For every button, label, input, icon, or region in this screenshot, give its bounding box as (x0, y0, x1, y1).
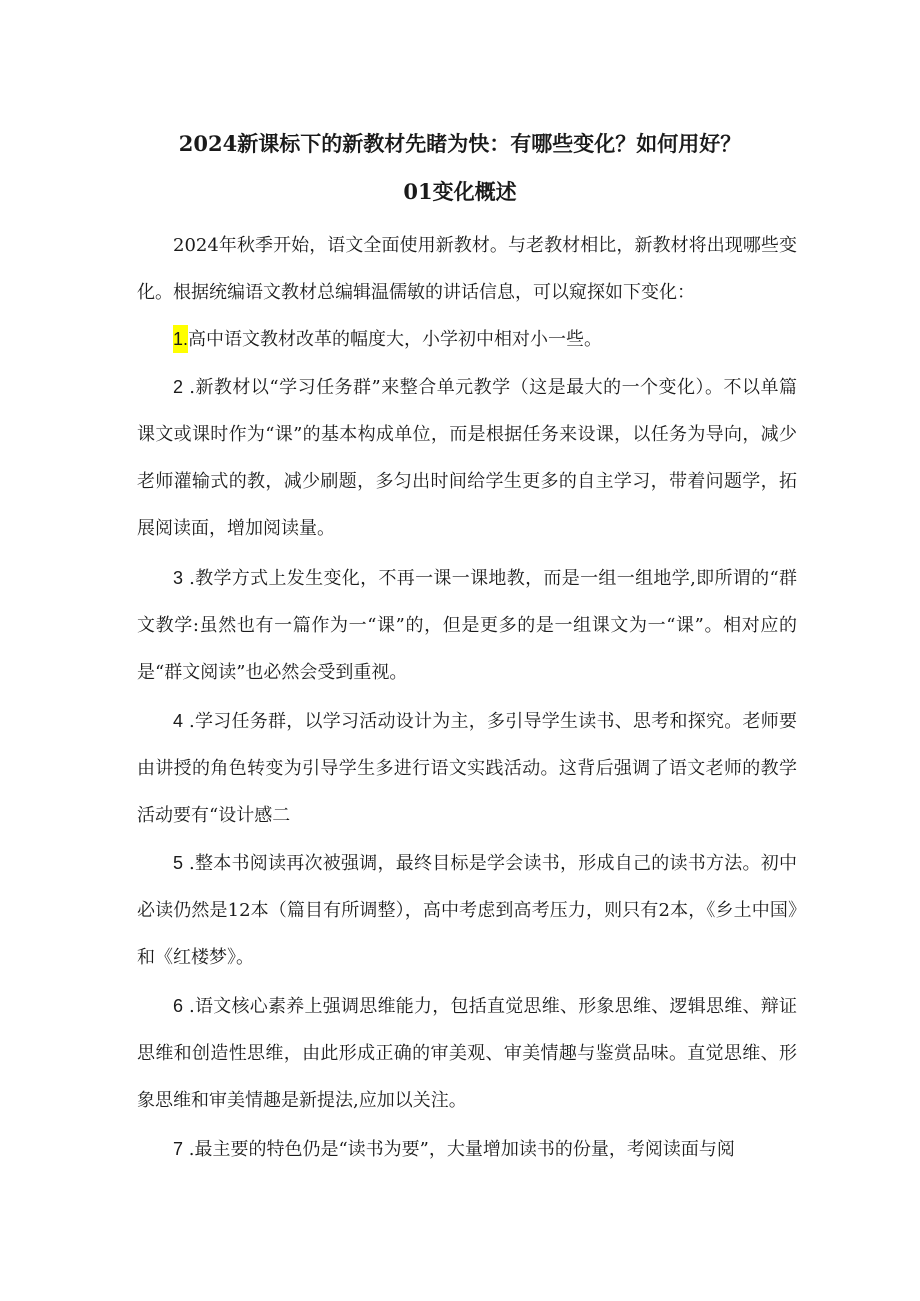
item-text: 高中语文教材改革的幅度大，小学初中相对小一些。 (188, 329, 603, 350)
item-number: 6 (173, 996, 184, 1016)
item-number: 2 (173, 377, 184, 397)
list-item-2 (137, 364, 797, 552)
list-item-3 (137, 555, 797, 696)
item-text: .整本书阅读再次被强调，最终目标是学会读书，形成自己的读书方法。初中必读仍然是12本（篇目有所调整），高中考虑到高考压力，则只有2本，《乡土中国》和《红楼梦》。 (137, 853, 797, 968)
item-text: .新教材以“学习任务群”来整合单元教学（这是最大的一个变化）。不以单篇课文或课时作为“课”的基本构成单位，而是根据任务来设课，以任务为导向，减少老师灌输式的教，减少刷题，多匀出时间给学生更多的自主学习，带着问题学，拓展阅读面，增加阅读量。 (137, 377, 797, 539)
intro-paragraph: 2024年秋季开始，语文全面使用新教材。与老教材相比，新教材将出现哪些变化。根据统编语文教材总编辑温儒敏的讲话信息，可以窥探如下变化： (137, 235, 797, 303)
item-text: .学习任务群，以学习活动设计为主，多引导学生读书、思考和探究。老师要由讲授的角色转变为引导学生多进行语文实践活动。这背后强调了语文老师的教学活动要有“设计感二 (137, 711, 797, 826)
document-title: 2024新课标下的新教材先睹为快：有哪些变化？如何用好？ (178, 131, 742, 156)
item-number: 5 (173, 853, 184, 873)
item-number-highlight: 1. (173, 325, 188, 353)
list-item-5 (137, 840, 797, 981)
item-number: 7 (173, 1139, 184, 1159)
list-item-6 (137, 983, 797, 1124)
list-item-1 (137, 316, 797, 363)
list-item-4 (137, 698, 797, 839)
item-text: .最主要的特色仍是“读书为要”，大量增加读书的份量，考阅读面与阅 (183, 1139, 735, 1160)
section-heading: 01变化概述 (403, 179, 517, 204)
list-item-7 (137, 1126, 797, 1173)
item-text: .语文核心素养上强调思维能力，包括直觉思维、形象思维、逻辑思维、辩证思维和创造性思维，由此形成正确的审美观、审美情趣与鉴赏品味。直觉思维、形象思维和审美情趣是新提法,应加以关注。 (137, 996, 797, 1111)
item-number: 4 (173, 711, 184, 731)
item-number: 3 (173, 568, 184, 588)
item-text: .教学方式上发生变化，不再一课一课地教，而是一组一组地学,即所谓的“群文教学:虽然也有一篇作为一“课”的，但是更多的是一组课文为一“课”。相对应的是“群文阅读”也必然会受到重视。 (137, 568, 797, 683)
